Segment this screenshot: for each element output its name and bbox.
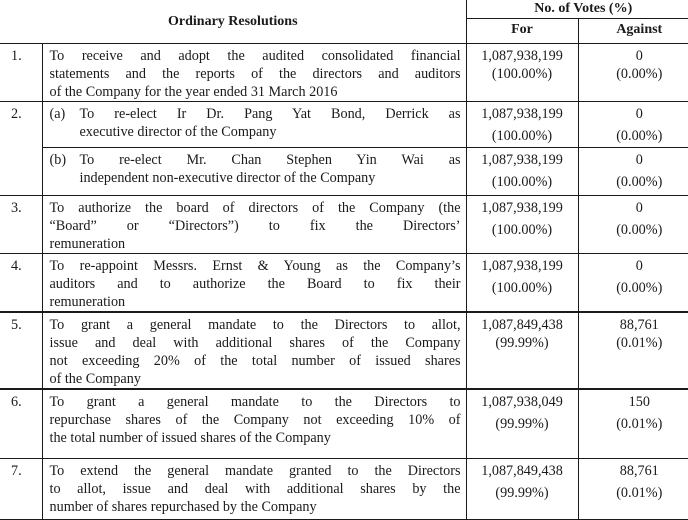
against-votes-cell	[578, 44, 688, 102]
resolution-description	[42, 312, 466, 389]
description-line: To extend the general mandate granted to the Directors	[49, 463, 461, 479]
for-votes-cell	[466, 254, 578, 313]
description-line: independent non-executive director of the Company	[79, 170, 376, 186]
resolution-number: 2.	[0, 102, 42, 196]
table-row	[0, 44, 688, 102]
for-votes: 1,087,849,438	[481, 317, 563, 333]
description-line: “Board” or “Directors”) to fix the Directors’	[49, 218, 461, 234]
table-row	[0, 148, 688, 196]
for-votes-cell	[466, 312, 578, 389]
against-percent: (0.00%)	[616, 280, 663, 296]
resolution-number: 5.	[0, 312, 42, 389]
resolution-number: 7.	[0, 459, 42, 520]
resolution-description	[42, 102, 466, 148]
against-votes-cell	[578, 312, 688, 389]
description-line: of the Company for the year ended 31 March 2016	[49, 84, 338, 100]
against-votes: 0	[635, 152, 643, 168]
against-header: Against	[578, 19, 688, 44]
resolution-number: 3.	[0, 196, 42, 254]
against-votes: 0	[635, 48, 643, 64]
description-line: not exceeding 20% of the total number of issued shares	[49, 353, 461, 369]
against-percent: (0.01%)	[616, 485, 663, 501]
against-percent: (0.00%)	[616, 222, 663, 238]
for-percent: (100.00%)	[491, 174, 553, 190]
against-votes: 0	[635, 200, 643, 216]
description-line: To re-appoint Messrs. Ernst & Young as the Company’s	[49, 258, 461, 274]
table-row	[0, 312, 688, 389]
description-line: To re-elect Mr. Chan Stephen Yin Wai as	[79, 152, 461, 168]
for-votes: 1,087,849,438	[481, 463, 563, 479]
resolution-number: 6.	[0, 389, 42, 459]
against-votes: 0	[635, 258, 643, 274]
description-line: auditors and to authorize the Board to fix their	[49, 276, 461, 292]
for-percent: (100.00%)	[491, 222, 553, 238]
for-votes: 1,087,938,199	[481, 200, 563, 216]
description-line: remuneration	[49, 236, 126, 252]
resolution-description	[42, 196, 466, 254]
description-line: repurchase shares of the Company not exceeding 10% of	[49, 412, 461, 428]
description-line: the total number of issued shares of the Company	[49, 430, 331, 446]
for-header: For	[466, 19, 578, 44]
against-votes-cell	[578, 254, 688, 313]
sub-resolution-label: (b)	[49, 152, 67, 168]
against-votes-cell	[578, 102, 688, 148]
for-percent: (99.99%)	[495, 335, 549, 351]
against-votes-cell	[578, 459, 688, 520]
against-votes: 0	[635, 106, 643, 122]
for-percent: (99.99%)	[495, 485, 549, 501]
against-votes: 88,761	[619, 463, 659, 479]
against-percent: (0.01%)	[616, 335, 663, 351]
resolution-description	[42, 389, 466, 459]
for-votes-cell	[466, 196, 578, 254]
for-votes-cell	[466, 102, 578, 148]
description-line: of the Company	[49, 371, 141, 387]
description-line: statements and the reports of the directors and auditors	[49, 66, 461, 82]
for-percent: (100.00%)	[491, 280, 553, 296]
description-line: issue and deal with additional shares of the Company	[49, 335, 461, 351]
table-row	[0, 254, 688, 313]
description-line: remuneration	[49, 294, 126, 310]
description-line: To receive and adopt the audited consolidated financial	[49, 48, 461, 64]
resolution-number: 1.	[0, 44, 42, 102]
for-percent: (100.00%)	[491, 66, 553, 82]
resolution-description	[42, 44, 466, 102]
for-percent: (100.00%)	[491, 128, 553, 144]
sub-resolution-label: (a)	[49, 106, 66, 122]
for-votes-cell	[466, 459, 578, 520]
for-votes-cell	[466, 44, 578, 102]
description-line: To grant a general mandate to the Directors to allot,	[49, 317, 461, 333]
against-percent: (0.01%)	[616, 416, 663, 432]
description-line: To grant a general mandate to the Directors to	[49, 394, 461, 410]
resolutions-title: Ordinary Resolutions	[0, 0, 466, 44]
for-votes: 1,087,938,199	[481, 152, 563, 168]
resolution-description	[42, 459, 466, 520]
description-line: to allot, issue and deal with additional shares by the	[49, 481, 461, 497]
against-votes: 150	[628, 394, 650, 410]
description-line: To authorize the board of directors of the Company (the	[49, 200, 461, 216]
resolution-number: 4.	[0, 254, 42, 313]
table-row	[0, 196, 688, 254]
votes-title: No. of Votes (%)	[466, 0, 688, 19]
for-percent: (99.99%)	[495, 416, 549, 432]
for-votes: 1,087,938,199	[481, 258, 563, 274]
description-line: To re-elect Ir Dr. Pang Yat Bond, Derrick as	[79, 106, 461, 122]
against-votes: 88,761	[619, 317, 659, 333]
for-votes: 1,087,938,049	[481, 394, 563, 410]
for-votes: 1,087,938,199	[481, 106, 563, 122]
description-line: number of shares repurchased by the Company	[49, 499, 317, 515]
table-row	[0, 459, 688, 520]
against-votes-cell	[578, 389, 688, 459]
for-votes-cell	[466, 389, 578, 459]
against-votes-cell	[578, 196, 688, 254]
against-votes-cell	[578, 148, 688, 196]
against-percent: (0.00%)	[616, 66, 663, 82]
for-votes: 1,087,938,199	[481, 48, 563, 64]
against-percent: (0.00%)	[616, 174, 663, 190]
for-votes-cell	[466, 148, 578, 196]
description-line: executive director of the Company	[79, 124, 277, 140]
resolution-description	[42, 254, 466, 313]
resolution-description	[42, 148, 466, 196]
against-percent: (0.00%)	[616, 128, 663, 144]
table-row	[0, 102, 688, 148]
table-row	[0, 389, 688, 459]
